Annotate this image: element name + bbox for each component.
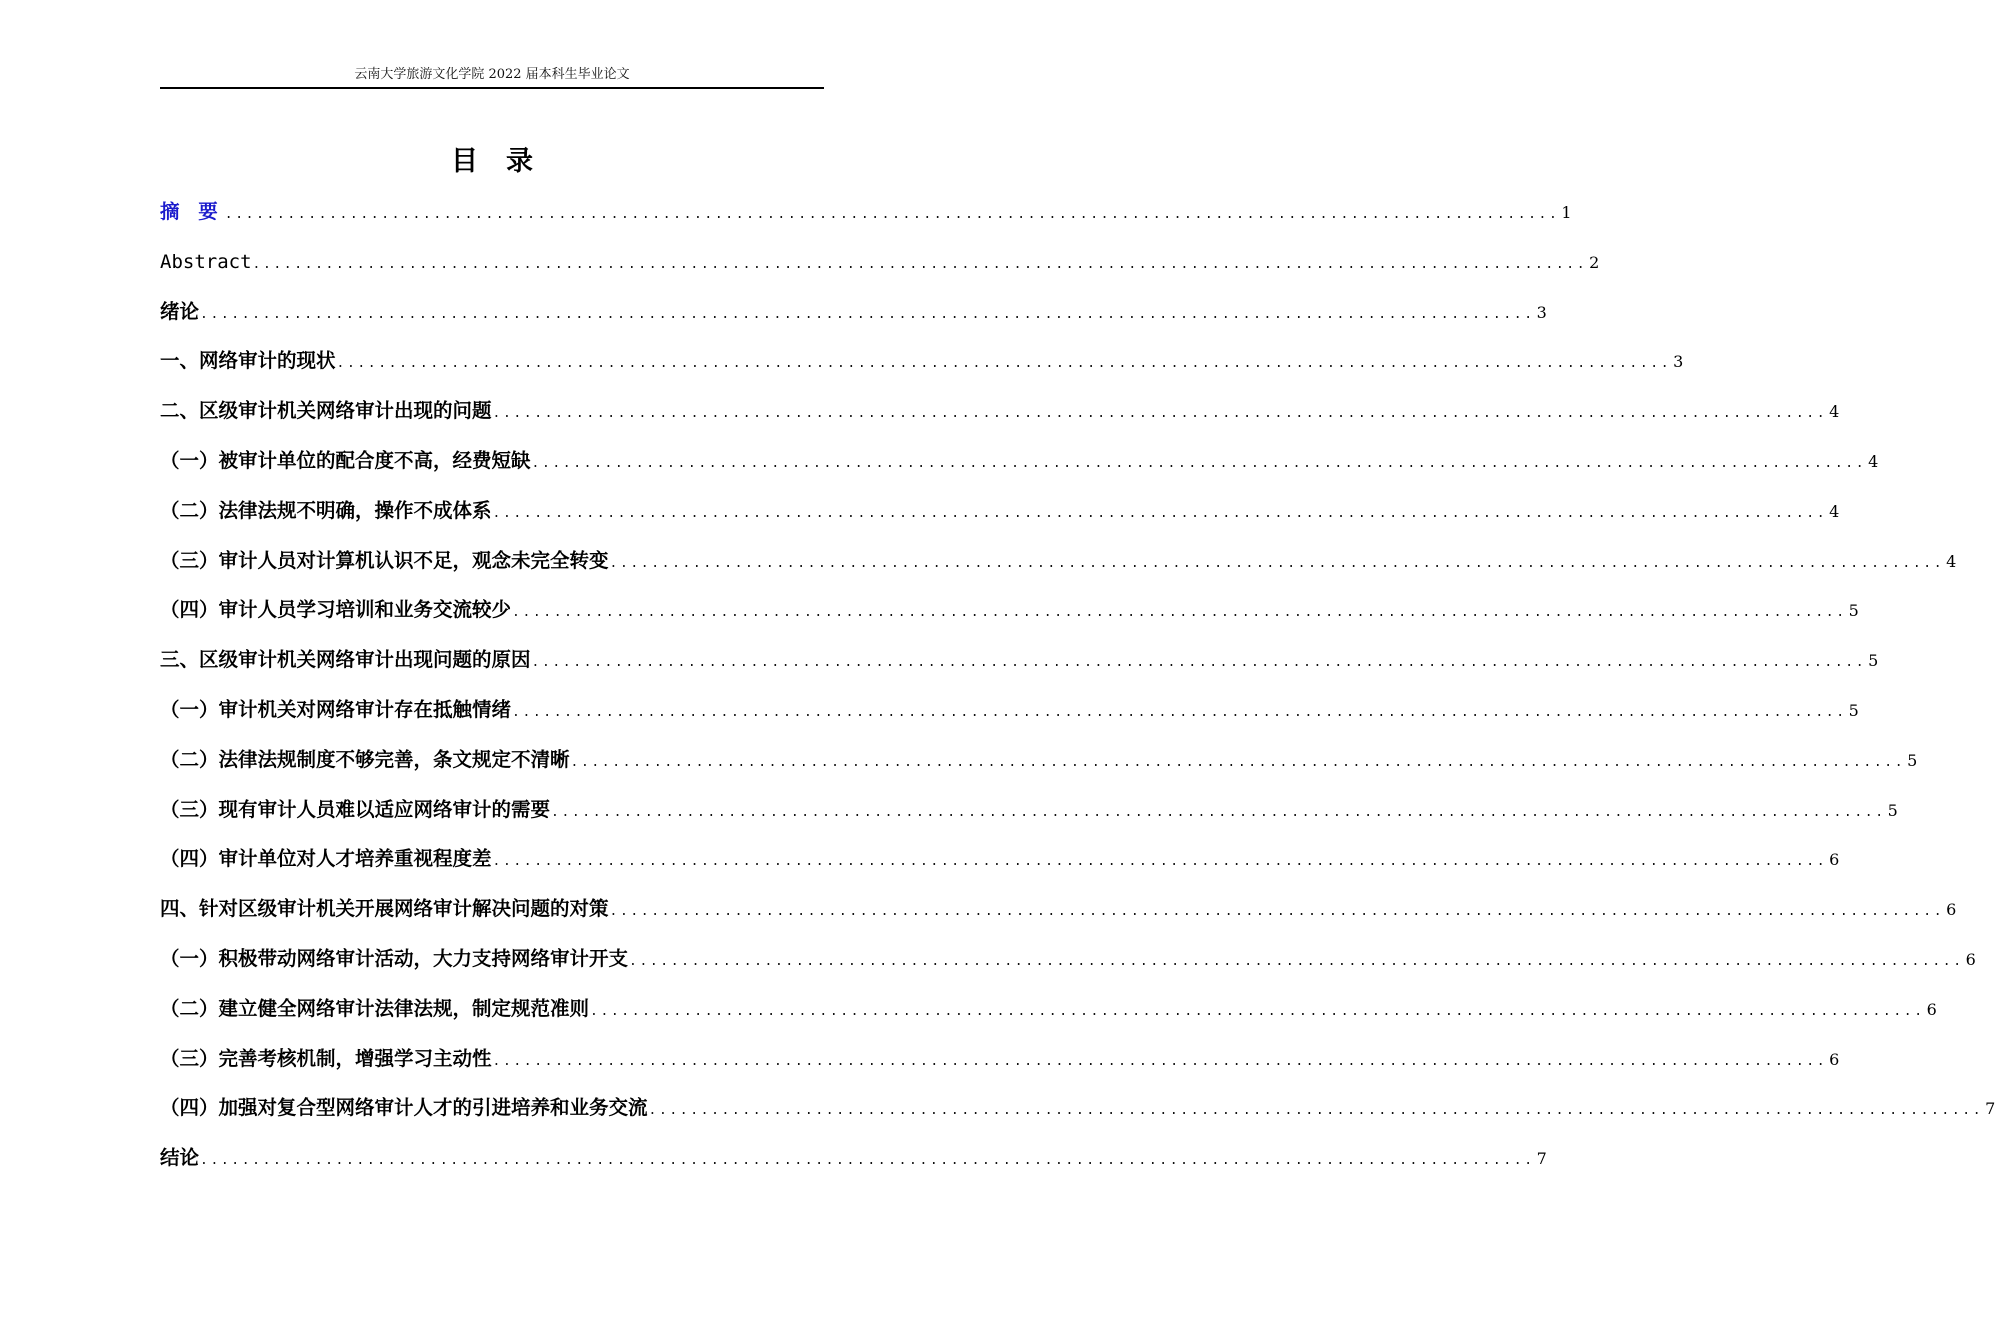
toc-entry-label: 四、针对区级审计机关开展网络审计解决问题的对策 <box>160 897 609 921</box>
toc-entry-section-4-2[interactable] <box>160 987 1937 1037</box>
toc-entry-label: （三）完善考核机制，增强学习主动性 <box>160 1046 492 1070</box>
toc-entry-section-3-4[interactable] <box>160 837 1840 887</box>
toc-entry-section-2-3[interactable] <box>160 539 1957 589</box>
toc-entry-section-4[interactable] <box>160 887 1957 937</box>
toc-dot-leader: ................................................................................................................................ <box>492 854 1828 870</box>
toc-entry-section-1[interactable] <box>160 339 1684 389</box>
toc-dot-leader: ................................................................................................................................ <box>492 406 1828 422</box>
toc-dot-leader: ................................................................................................................................ <box>629 953 1964 969</box>
toc-entry-page: 4 <box>1868 451 1879 471</box>
toc-dot-leader: ................................................................................................................................ <box>492 1053 1828 1069</box>
toc-dot-leader: ................................................................................................................................ <box>512 605 1847 621</box>
toc-entry-section-4-3[interactable] <box>160 1037 1840 1087</box>
toc-dot-leader: ................................................................................................................................ <box>570 754 1906 770</box>
toc-entry-label: （二）法律法规不明确，操作不成体系 <box>160 498 492 522</box>
toc-entry-abstract-cn[interactable] <box>160 190 1572 240</box>
toc-dot-leader: ................................................................................................................................ <box>609 555 1945 571</box>
toc-entry-label: （二）建立健全网络审计法律法规，制定规范准则 <box>160 996 590 1020</box>
header-divider <box>160 87 824 89</box>
toc-dot-leader: ................................................................................................................................ <box>492 505 1828 521</box>
toc-entry-label: （一）审计机关对网络审计存在抵触情绪 <box>160 697 512 721</box>
toc-entry-page: 3 <box>1673 352 1684 372</box>
toc-entry-conclusion[interactable] <box>160 1136 1547 1186</box>
toc-entry-label: （一）被审计单位的配合度不高，经费短缺 <box>160 448 531 472</box>
toc-entry-label: 摘 要 <box>160 200 224 223</box>
toc-entry-label: 绪论 <box>160 299 200 323</box>
toc-entry-page: 4 <box>1946 551 1957 571</box>
toc-title: 目录 <box>451 146 561 177</box>
toc-entry-label: （四）审计单位对人才培养重视程度差 <box>160 847 492 871</box>
toc-entry-page: 6 <box>1829 1049 1840 1069</box>
toc-dot-leader: ................................................................................................................................ <box>531 655 1867 671</box>
toc-entry-label: 二、区级审计机关网络审计出现的问题 <box>160 399 492 423</box>
toc-entry-section-2-4[interactable] <box>160 588 1859 638</box>
toc-entry-label: （四）加强对复合型网络审计人才的引进培养和业务交流 <box>160 1096 648 1120</box>
toc-entry-page: 5 <box>1868 651 1879 671</box>
toc-entry-page: 5 <box>1907 750 1918 770</box>
table-of-contents <box>160 190 1995 1186</box>
toc-entry-label: 结论 <box>160 1146 200 1170</box>
toc-dot-leader: ................................................................................................................................ <box>648 1103 1984 1119</box>
toc-entry-label: （三）现有审计人员难以适应网络审计的需要 <box>160 797 551 821</box>
toc-entry-page: 6 <box>1926 999 1937 1019</box>
toc-entry-label: 一、网络审计的现状 <box>160 349 336 373</box>
toc-entry-section-2-2[interactable] <box>160 489 1840 539</box>
toc-dot-leader: ................................................................................................................................ <box>609 904 1945 920</box>
toc-dot-leader: ................................................................................................................................ <box>551 804 1886 820</box>
toc-dot-leader: ................................................................................................................................ <box>531 455 1867 471</box>
toc-dot-leader: ................................................................................................................................ <box>252 256 1588 272</box>
toc-dot-leader: ................................................................................................................................ <box>200 1153 1535 1169</box>
toc-entry-page: 6 <box>1829 850 1840 870</box>
toc-entry-section-3[interactable] <box>160 638 1879 688</box>
toc-entry-page: 5 <box>1887 800 1898 820</box>
toc-entry-page: 4 <box>1829 501 1840 521</box>
toc-dot-leader: ................................................................................................................................ <box>590 1003 1925 1019</box>
toc-entry-section-2[interactable] <box>160 389 1840 439</box>
toc-entry-page: 3 <box>1536 302 1547 322</box>
toc-entry-page: 2 <box>1589 252 1600 272</box>
toc-dot-leader: ................................................................................................................................ <box>512 704 1847 720</box>
toc-entry-introduction[interactable] <box>160 290 1547 340</box>
toc-entry-section-4-1[interactable] <box>160 937 1976 987</box>
toc-entry-label: （四）审计人员学习培训和业务交流较少 <box>160 598 512 622</box>
toc-entry-page: 5 <box>1848 601 1859 621</box>
toc-entry-label: Abstract <box>160 250 252 273</box>
toc-dot-leader: ................................................................................................................................ <box>224 207 1560 222</box>
toc-entry-label: （三）审计人员对计算机认识不足，观念未完全转变 <box>160 548 609 572</box>
toc-entry-section-3-1[interactable] <box>160 688 1859 738</box>
toc-entry-abstract-en[interactable] <box>160 240 1600 290</box>
toc-dot-leader: ................................................................................................................................ <box>200 306 1535 322</box>
toc-entry-section-2-1[interactable] <box>160 439 1879 489</box>
toc-entry-label: 三、区级审计机关网络审计出现问题的原因 <box>160 648 531 672</box>
page-header: 云南大学旅游文化学院 2022 届本科生毕业论文 <box>354 67 630 82</box>
toc-entry-page: 7 <box>1985 1099 1995 1119</box>
toc-entry-section-3-3[interactable] <box>160 788 1898 838</box>
toc-entry-section-4-4[interactable] <box>160 1086 1995 1136</box>
toc-entry-label: （二）法律法规制度不够完善，条文规定不清晰 <box>160 747 570 771</box>
toc-entry-section-3-2[interactable] <box>160 738 1918 788</box>
toc-entry-page: 5 <box>1848 700 1859 720</box>
toc-dot-leader: ................................................................................................................................ <box>336 356 1672 372</box>
toc-entry-page: 6 <box>1946 900 1957 920</box>
toc-entry-page: 4 <box>1829 402 1840 422</box>
toc-entry-page: 7 <box>1536 1149 1547 1169</box>
toc-entry-page: 6 <box>1965 949 1976 969</box>
toc-entry-label: （一）积极带动网络审计活动，大力支持网络审计开支 <box>160 946 629 970</box>
toc-entry-page: 1 <box>1561 203 1572 222</box>
